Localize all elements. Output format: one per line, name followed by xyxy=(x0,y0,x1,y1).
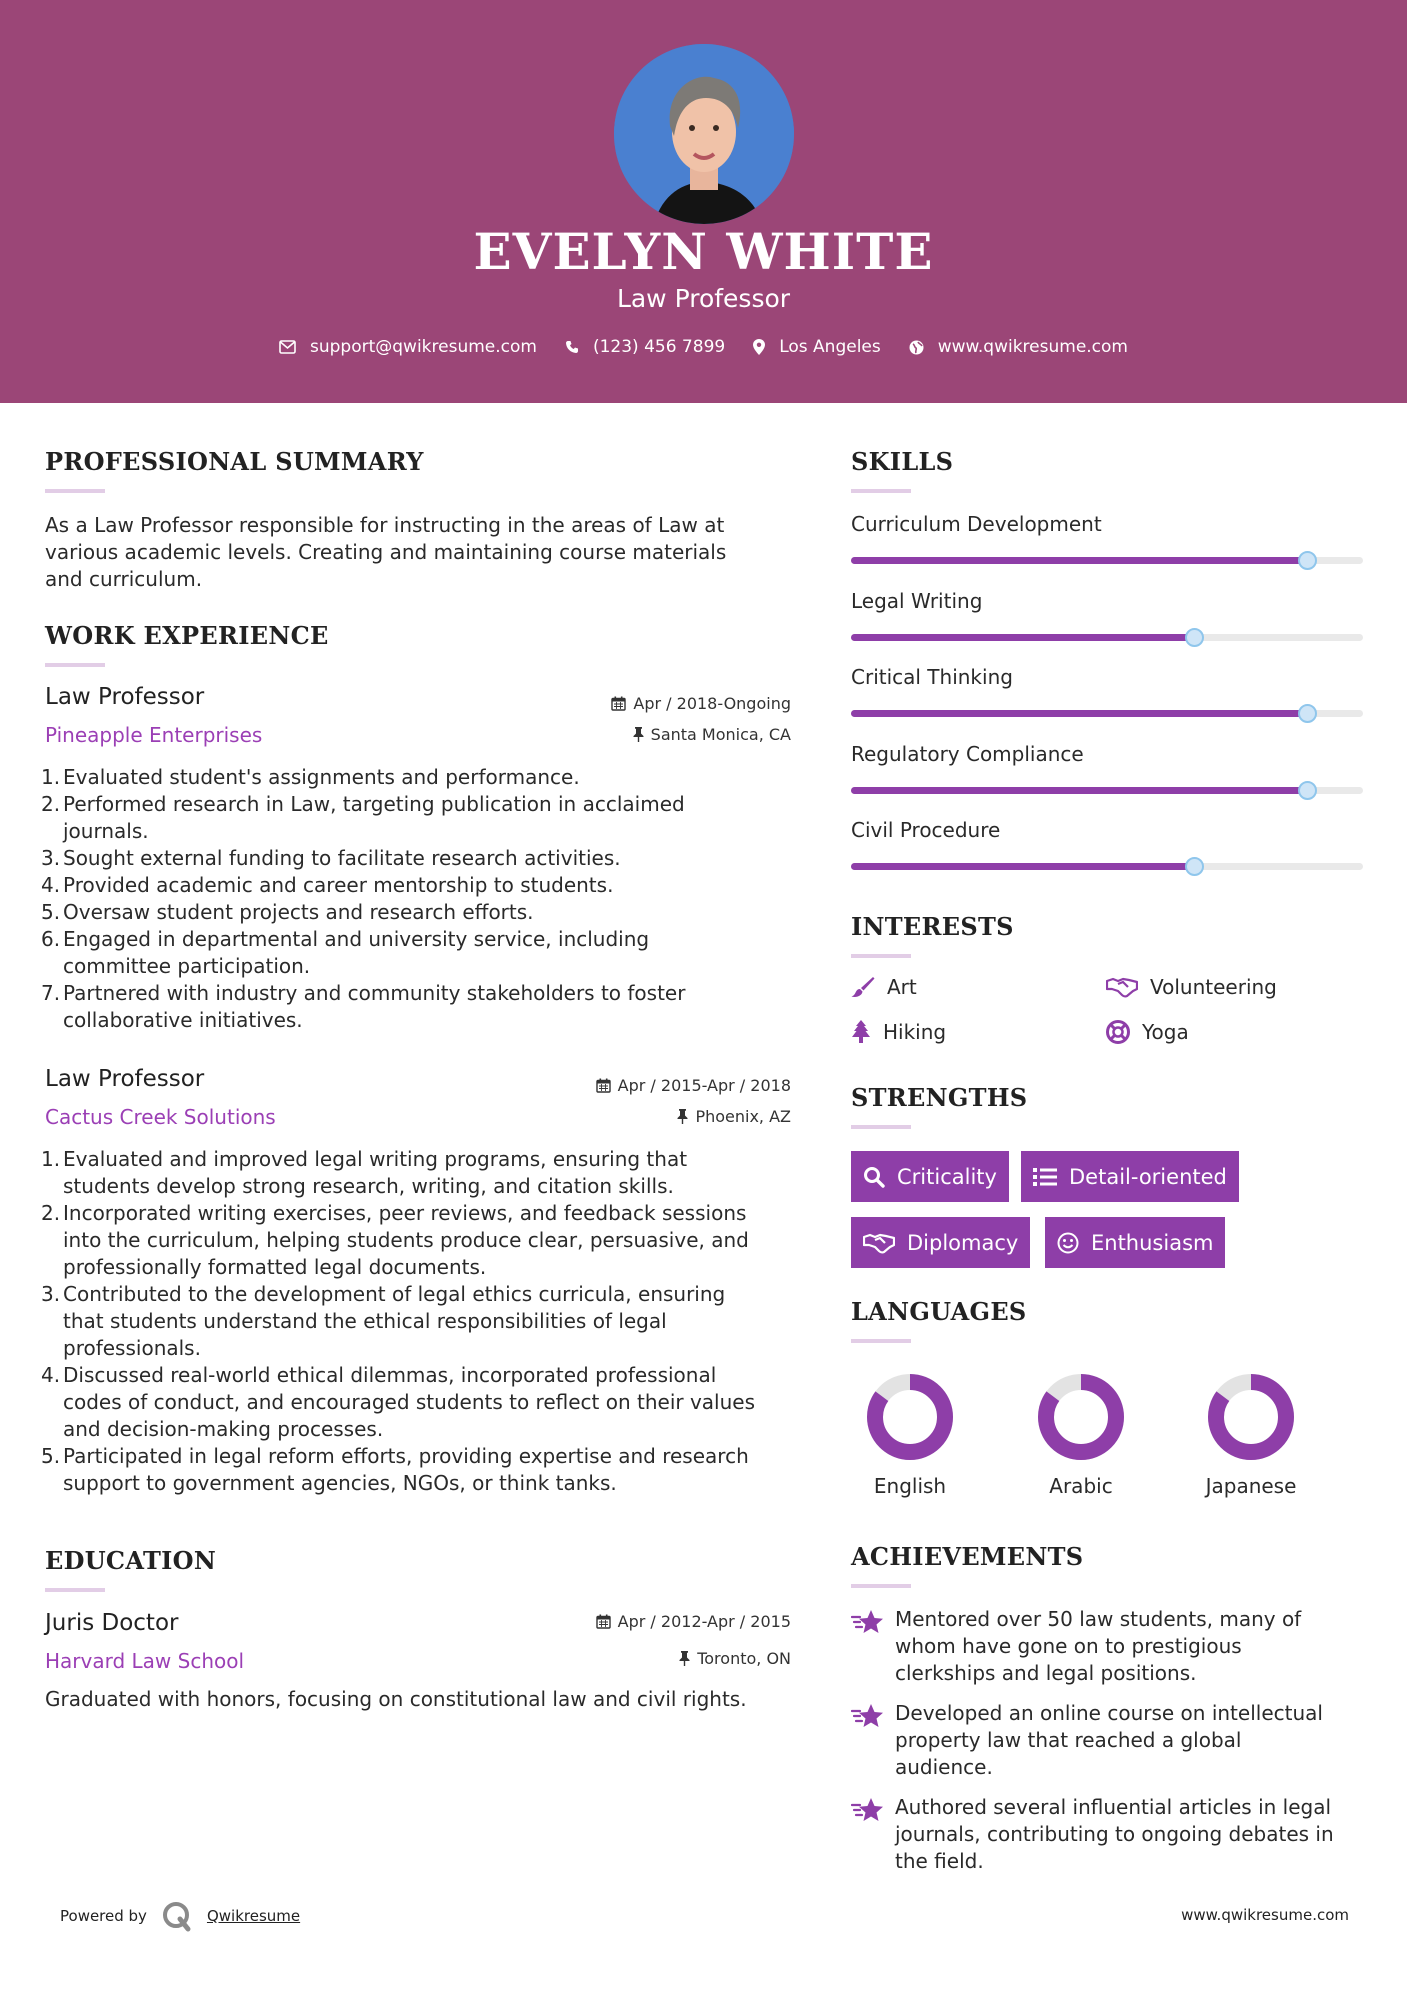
summary-line: and curriculum. xyxy=(45,567,203,591)
education-school: Harvard Law School xyxy=(45,1649,245,1673)
language-proficiency-donut xyxy=(865,1372,955,1462)
skill-bar-track xyxy=(851,787,1363,794)
education-heading: EDUCATION xyxy=(45,1546,217,1575)
summary-line: various academic levels. Creating and maintaining course materials xyxy=(45,540,727,564)
profile-photo xyxy=(614,44,794,224)
footer-website[interactable]: www.qwikresume.com xyxy=(1181,1906,1349,1924)
job-location-text: Phoenix, AZ xyxy=(695,1107,791,1126)
skills-heading: SKILLS xyxy=(851,447,954,476)
skill-level-handle xyxy=(1185,857,1204,876)
contact-phone[interactable] xyxy=(565,337,725,357)
brand-link[interactable]: Qwikresume xyxy=(206,1907,301,1925)
list-item: 5. Participated in legal reform efforts, providing expertise and research support to government agencies, NGOs, or think tanks. xyxy=(41,1444,749,1495)
location-text: Los Angeles xyxy=(779,337,881,357)
skill-label: Civil Procedure xyxy=(851,818,1001,842)
handshake-icon xyxy=(863,1232,895,1254)
education-dates xyxy=(480,1612,791,1631)
achievement-text: Authored several influential articles in legal journals, contributing to ongoing debates in the field. xyxy=(895,1795,1334,1873)
interests-underline xyxy=(851,954,911,958)
skill-bar-fill xyxy=(851,787,1307,794)
language-name: English xyxy=(873,1474,947,1498)
paintbrush-icon xyxy=(851,976,875,998)
skill-label: Regulatory Compliance xyxy=(851,741,1084,766)
envelope-icon xyxy=(279,340,296,354)
skill-bar-track xyxy=(851,863,1363,870)
contact-location xyxy=(753,337,881,357)
skill-label: Critical Thinking xyxy=(851,665,1013,689)
map-pin-icon xyxy=(753,339,765,355)
strength-badge-detail-oriented: Detail-oriented xyxy=(1021,1151,1239,1202)
lifebuoy-icon xyxy=(1106,1020,1130,1044)
language-item xyxy=(1021,1372,1141,1498)
interest-yoga: Yoga xyxy=(1106,1020,1189,1044)
skill-bar-fill xyxy=(851,557,1307,564)
qwikresume-logo-icon xyxy=(161,1900,193,1932)
search-icon xyxy=(863,1166,885,1188)
job-responsibilities xyxy=(41,1146,805,1497)
skill-bar-track xyxy=(851,710,1363,717)
skill-level-handle xyxy=(1298,551,1317,570)
list-item: 3. Sought external funding to facilitate research activities. xyxy=(41,846,621,870)
education-description: Graduated with honors, focusing on constitutional law and civil rights. xyxy=(45,1687,747,1711)
languages-underline xyxy=(851,1339,911,1343)
skill-level-handle xyxy=(1298,704,1317,723)
job-location-text: Santa Monica, CA xyxy=(650,725,791,744)
education-location xyxy=(480,1649,791,1668)
achievement-item xyxy=(851,1700,1371,1781)
pushpin-icon xyxy=(677,1109,688,1124)
job-dates-text: Apr / 2018-Ongoing xyxy=(633,694,791,713)
education-dates-text: Apr / 2012-Apr / 2015 xyxy=(617,1612,791,1631)
skill-bar-track xyxy=(851,557,1363,564)
calendar-icon xyxy=(596,1614,611,1629)
interest-art: Art xyxy=(851,975,917,999)
calendar-icon xyxy=(596,1078,611,1093)
star-icon xyxy=(851,1796,885,1826)
job-dates xyxy=(480,1076,791,1095)
language-name: Japanese xyxy=(1205,1474,1297,1498)
skill-label: Legal Writing xyxy=(851,588,983,613)
language-item xyxy=(1191,1372,1311,1498)
achievement-item xyxy=(851,1794,1371,1875)
skill-level-handle xyxy=(1298,781,1317,800)
achievement-text: Developed an online course on intellectual property law that reached a global audience. xyxy=(895,1701,1323,1779)
strength-badge-criticality: Criticality xyxy=(851,1151,1009,1202)
interest-hiking: Hiking xyxy=(851,1020,946,1044)
summary-heading: PROFESSIONAL SUMMARY xyxy=(45,447,424,476)
list-item: 4. Provided academic and career mentorship to students. xyxy=(41,873,614,897)
calendar-icon xyxy=(611,696,626,711)
list-icon xyxy=(1033,1167,1057,1187)
experience-underline xyxy=(45,663,105,667)
interests-heading: INTERESTS xyxy=(851,912,1014,941)
job-company: Cactus Creek Solutions xyxy=(45,1105,276,1129)
achievements-underline xyxy=(851,1584,911,1588)
summary-line: As a Law Professor responsible for instructing in the areas of Law at xyxy=(45,513,725,537)
job-dates-text: Apr / 2015-Apr / 2018 xyxy=(617,1076,791,1095)
education-degree: Juris Doctor xyxy=(45,1610,179,1636)
job-location xyxy=(480,1107,791,1126)
list-item: 2. Incorporated writing exercises, peer reviews, and feedback sessions into the curriculum, helping students produce clear, persuasive, and professionally formatted legal documents. xyxy=(41,1201,749,1279)
globe-icon xyxy=(909,340,924,355)
languages-heading: LANGUAGES xyxy=(851,1297,1027,1326)
skill-level-handle xyxy=(1185,628,1204,647)
job-title: Law Professor xyxy=(45,684,205,710)
skill-bar-track xyxy=(851,634,1363,641)
summary-text xyxy=(45,512,726,593)
list-item: 2. Performed research in Law, targeting publication in acclaimed journals. xyxy=(41,792,685,843)
candidate-title: Law Professor xyxy=(616,284,791,313)
pushpin-icon xyxy=(679,1651,690,1666)
star-icon xyxy=(851,1702,885,1732)
skill-label: Curriculum Development xyxy=(851,512,1102,536)
interest-volunteering: Volunteering xyxy=(1106,975,1277,999)
powered-by-label: Powered by xyxy=(60,1907,147,1925)
skill-bar-fill xyxy=(851,634,1194,641)
phone-text: (123) 456 7899 xyxy=(592,337,726,357)
achievement-text: Mentored over 50 law students, many of whom have gone on to prestigious clerkships and legal positions. xyxy=(895,1607,1302,1685)
language-proficiency-donut xyxy=(1206,1372,1296,1462)
smile-icon xyxy=(1057,1232,1079,1254)
job-dates xyxy=(480,694,791,713)
job-location xyxy=(480,725,791,744)
language-proficiency-donut xyxy=(1036,1372,1126,1462)
list-item: 5. Oversaw student projects and research efforts. xyxy=(41,900,534,924)
strength-badge-enthusiasm: Enthusiasm xyxy=(1045,1217,1225,1268)
handshake-icon xyxy=(1106,976,1138,998)
job-company: Pineapple Enterprises xyxy=(45,723,263,747)
strength-badge-diplomacy: Diplomacy xyxy=(851,1217,1030,1268)
list-item: 1. Evaluated and improved legal writing programs, ensuring that students develop strong research, writing, and citation skills. xyxy=(41,1147,688,1198)
contact-website[interactable] xyxy=(909,337,1128,357)
strengths-heading: STRENGTHS xyxy=(851,1083,1028,1112)
experience-heading: WORK EXPERIENCE xyxy=(45,621,329,650)
footer-branding xyxy=(60,1900,300,1932)
language-name: Arabic xyxy=(1049,1474,1113,1498)
list-item: 6. Engaged in departmental and university service, including committee participation. xyxy=(41,927,650,978)
website-text: www.qwikresume.com xyxy=(937,337,1128,357)
star-icon xyxy=(851,1608,885,1638)
language-item xyxy=(850,1372,970,1498)
achievement-item xyxy=(851,1606,1371,1687)
list-item: 3. Contributed to the development of legal ethics curricula, ensuring that students understand the ethical responsibilities of legal professionals. xyxy=(41,1282,726,1360)
contact-email[interactable] xyxy=(279,337,537,357)
tree-icon xyxy=(851,1020,871,1044)
contact-bar xyxy=(0,337,1407,357)
skill-bar-fill xyxy=(851,710,1307,717)
achievements-heading: ACHIEVEMENTS xyxy=(851,1542,1084,1571)
strengths-underline xyxy=(851,1125,911,1129)
list-item: 4. Discussed real-world ethical dilemmas, incorporated professional codes of conduct, and encouraged students to reflect on their values and decision-making processes. xyxy=(41,1363,756,1441)
email-text: support@qwikresume.com xyxy=(310,337,537,357)
summary-underline xyxy=(45,489,105,493)
list-item: 1. Evaluated student's assignments and performance. xyxy=(41,765,580,789)
skill-bar-fill xyxy=(851,863,1194,870)
list-item: 7. Partnered with industry and community stakeholders to foster collaborative initiatives. xyxy=(41,981,686,1032)
education-underline xyxy=(45,1588,105,1592)
skills-underline xyxy=(851,489,911,493)
job-title: Law Professor xyxy=(45,1066,205,1092)
phone-icon xyxy=(565,340,579,354)
education-location-text: Toronto, ON xyxy=(697,1649,791,1668)
job-responsibilities xyxy=(41,764,805,1034)
pushpin-icon xyxy=(633,727,644,742)
resume-header xyxy=(0,0,1407,403)
candidate-name: EVELYN WHITE xyxy=(473,222,934,281)
